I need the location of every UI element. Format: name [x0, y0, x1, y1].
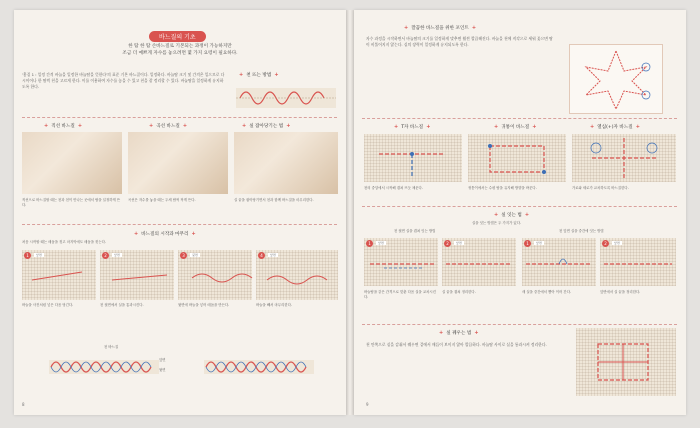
section-thread: + 실 잇는 법 + — [494, 212, 530, 218]
thread-note: 실을 잇는 방법은 두 가지가 있다. — [472, 221, 522, 225]
thread-step-2-text: 실 끝을 겹쳐 정리한다. — [442, 290, 476, 294]
step-number: 3 — [180, 252, 187, 259]
step-number: 1 — [24, 252, 31, 259]
corner-stitch-text: 귀퉁이에서는 수평 땀을 유지해 방향을 바꾼다. — [468, 186, 537, 190]
step-label: 앞면 — [36, 253, 42, 257]
thread-step-number: 1 — [366, 240, 373, 247]
running-stitch-diagram — [234, 82, 339, 114]
step-label: 앞면 — [114, 253, 120, 257]
corner-stitch-image — [468, 134, 566, 182]
section-pretty: + 깔끔한 바느질을 위한 포인트 + — [404, 25, 477, 31]
text-straight: 직선으로 바느질할 때는 천과 천이 만나는 곳에서 땀을 일정하게 뜬다. — [22, 198, 121, 207]
page-number: 8 — [22, 402, 25, 407]
diagram-label: 천 바느질 — [104, 345, 119, 349]
caption-straight: + 직선 바느질 + — [44, 123, 83, 129]
diagram-label: 앞면 — [159, 358, 166, 362]
start-note: 처음 시작할 때는 매듭을 짓고 마지막에도 매듭을 짓는다. — [22, 240, 106, 244]
page-title: 바느질의 기초 — [149, 31, 206, 42]
t-stitch-image — [364, 134, 462, 182]
body-text: '홈질 1 : 일정 간격 바늘을 일정한 바늘땀을 뜻한다'의 표준 기본 바느질이다. 일정하다. 바늘땀 크기 및 간격은 일으므로 다시이어나 한 땀씩 천을 고르게 한다. 이를 이용하여 자수를 놓을 수 있고 천을 잘 정리할 수 있다. 바늘땀을 일정하게 유지하도록 한다. — [22, 72, 225, 89]
divider — [362, 324, 677, 325]
hide-text: 천 안쪽으로 실을 감춰서 꿰우면 겉에서 매듭이 보이지 않아 깔끔하다. 바늘땀 사이로 실을 통과시켜 정리한다. — [366, 342, 547, 347]
thread-step-4-text: 앞면에서 실 끝을 정리한다. — [600, 290, 641, 294]
cross-stitch-text: 가로와 세로가 교차하도록 바느질한다. — [572, 186, 629, 190]
photo-straight — [22, 132, 122, 194]
thread-sub-left: 천 뒷면 실을 겹쳐 잇는 방법 — [394, 229, 436, 233]
title-t-stitch: + T자 바느질 + — [394, 124, 431, 130]
section-hide: + 실 꿰우는 법 + — [439, 330, 479, 336]
thread-step-label: 앞면 — [536, 241, 542, 245]
thread-step-label: 앞면 — [378, 241, 384, 245]
cross-stitch-image — [572, 134, 676, 182]
star-diagram — [569, 44, 663, 114]
step-2-text: 천 뒷면에서 실을 통과시킨다. — [100, 303, 144, 307]
title-corner-stitch: + 귀퉁이 바느질 + — [494, 124, 537, 130]
caption-curve: + 곡선 바느질 + — [149, 123, 188, 129]
step-1-text: 바늘을 사진처럼 넣은 다음 당긴다. — [22, 303, 74, 307]
photo-curve — [128, 132, 228, 194]
page-number: 9 — [366, 402, 369, 407]
step-3-text: 뒷면에 바늘을 넣어 매듭을 만든다. — [178, 303, 230, 307]
book-gutter — [346, 10, 354, 415]
finish-diagrams — [39, 342, 329, 397]
left-page — [14, 10, 346, 415]
thread-step-1-text: 바늘땀을 같은 간격으로 맞춘 다음 실을 교차시킨다. — [364, 290, 436, 299]
thread-lines — [364, 238, 676, 286]
photo-pull — [234, 132, 338, 194]
thread-step-number: 2 — [444, 240, 451, 247]
pretty-text: 자수 과정을 시작하면서 바늘땀의 크기를 일정하게 맞추면 훨씬 깔끔해진다. 바늘을 천에 직각으로 세워 꽂으면 땀이 비뚤어지지 않는다. 실의 장력이 일정하게 유지되도록 한다. — [366, 36, 553, 47]
step-label: 앞면 — [270, 253, 276, 257]
text-curve: 곡선은 자수를 놓을 때는 두세 땀씩 작게 뜬다. — [128, 198, 196, 202]
section-start-finish: + 바느질의 시작과 마무리 + — [134, 231, 196, 237]
text-pull: 실 끝을 잡아당기면서 천과 함께 바느질을 마무리한다. — [234, 198, 314, 202]
intro-text: 한 땀 한 땀 손바느질로 기본되는 과정이 가능하지만 조금 더 예쁘게 자수를 놓으려면 몇 가지 요령이 필요하다. — [122, 44, 238, 56]
thread-step-number: 1 — [524, 240, 531, 247]
divider — [22, 117, 337, 118]
hide-diagram — [576, 328, 676, 396]
step-label: 뒷면 — [192, 253, 198, 257]
divider — [22, 224, 337, 225]
diagram-label: 뒷면 — [159, 368, 166, 372]
thread-step-label: 앞면 — [614, 241, 620, 245]
thread-step-3-text: 새 실을 중간에서 뽑아 이어 간다. — [522, 290, 572, 294]
t-stitch-text: 천의 중앙에서 시작해 겹쳐 뜨듯 채운다. — [364, 186, 423, 190]
thread-step-label: 앞면 — [456, 241, 462, 245]
divider — [362, 206, 677, 207]
section-basic-method: + 천 뜨는 방법 + — [239, 72, 279, 78]
step-threads — [22, 250, 338, 300]
title-cross-stitch: + 열십(+)자 바느질 + — [590, 124, 640, 130]
caption-pull: + 실 잡아당기는 법 + — [242, 123, 291, 129]
thread-sub-right: 천 앞면 실을 중간에 잇는 방법 — [559, 229, 604, 233]
divider — [362, 118, 677, 119]
thread-step-number: 2 — [602, 240, 609, 247]
step-number: 2 — [102, 252, 109, 259]
step-4-text: 바늘을 빼서 마무리한다. — [256, 303, 292, 307]
right-page — [354, 10, 686, 415]
step-number: 4 — [258, 252, 265, 259]
